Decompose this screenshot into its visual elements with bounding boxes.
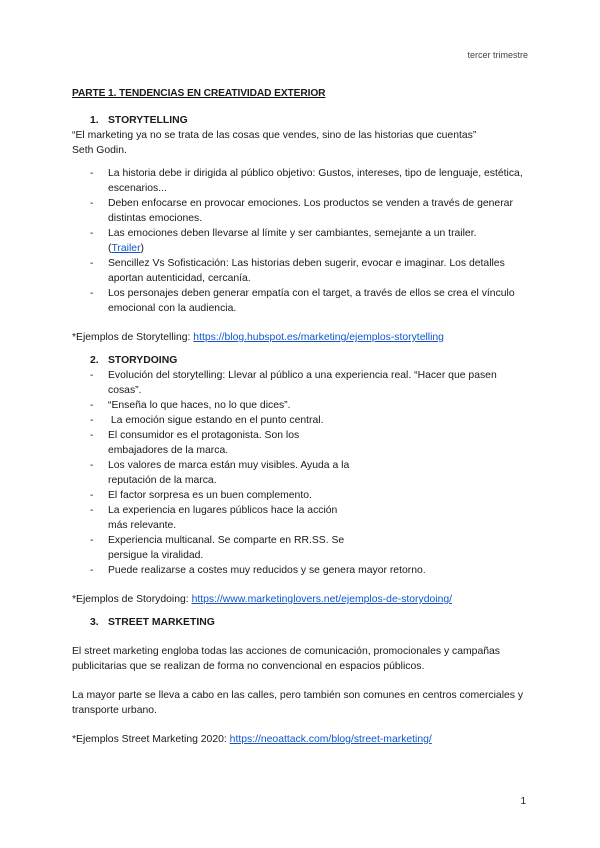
list-item: - Deben enfocarse en provocar emociones. Los productos se venden a través de generar distintas emociones.: [90, 198, 513, 224]
section-title: STORYTELLING: [108, 115, 188, 126]
street-marketing-examples: *Ejemplos Street Marketing 2020: https://neoattack.com/blog/street-marketing/: [72, 734, 432, 745]
list-item: - El factor sorpresa es un buen complemento.: [90, 490, 312, 501]
street-marketing-paragraph-2: La mayor parte se lleva a cabo en las calles, pero también son comunes en centros comerciales y transporte urbano.: [72, 690, 524, 716]
storytelling-examples-link[interactable]: https://blog.hubspot.es/marketing/ejemplos-storytelling: [193, 332, 444, 343]
section-number: 2.: [90, 355, 99, 366]
quote-author: Seth Godin.: [72, 145, 127, 156]
section-heading-street-marketing: [90, 615, 530, 630]
section-number: 1.: [90, 115, 99, 126]
list-item: - Las emociones deben llevarse al límite y ser cambiantes, semejante a un trailer. (Trailer): [90, 228, 477, 254]
list-item: - Evolución del storytelling: Llevar al público a una experiencia real. “Hacer que pasen cosas”.: [90, 370, 497, 396]
street-marketing-examples-link[interactable]: https://neoattack.com/blog/street-marketing/: [229, 734, 432, 745]
storytelling-list: [72, 166, 530, 316]
page-number: 1: [520, 796, 526, 807]
part-title: PARTE 1. TENDENCIAS EN CREATIVIDAD EXTERIOR: [72, 86, 530, 101]
list-item: - Experiencia multicanal. Se comparte en RR.SS. Se persigue la viralidad.: [90, 535, 345, 561]
list-item: - Los personajes deben generar empatía con el target, a través de ellos se crea el vínculo emocional con la audiencia.: [90, 288, 515, 314]
section-heading-storytelling: [90, 113, 530, 128]
list-item: - El consumidor es el protagonista. Son los embajadores de la marca.: [90, 430, 300, 456]
storydoing-list: [72, 368, 530, 578]
section-heading-storydoing: [90, 353, 530, 368]
storydoing-examples: *Ejemplos de Storydoing: https://www.marketinglovers.net/ejemplos-de-storydoing/: [72, 594, 453, 605]
section-title: STORYDOING: [108, 355, 178, 366]
storytelling-examples: *Ejemplos de Storytelling: https://blog.hubspot.es/marketing/ejemplos-storytelling: [72, 332, 444, 343]
list-item: - La historia debe ir dirigida al público objetivo: Gustos, intereses, tipo de lenguaje, estética, escenarios...: [90, 168, 523, 194]
document-content: [72, 86, 530, 747]
list-item: - La experiencia en lugares públicos hace la acción más relevante.: [90, 505, 338, 531]
list-item: - Los valores de marca están muy visibles. Ayuda a la reputación de la marca.: [90, 460, 350, 486]
section-title: STREET MARKETING: [108, 617, 215, 628]
list-item: - La emoción sigue estando en el punto central.: [90, 415, 324, 426]
header-text: tercer trimestre: [467, 50, 528, 60]
quote: “El marketing ya no se trata de las cosas que vendes, sino de las historias que cuentas”: [72, 130, 477, 141]
list-item: - “Enseña lo que haces, no lo que dices”.: [90, 400, 291, 411]
trailer-link[interactable]: Trailer: [111, 243, 141, 254]
street-marketing-paragraph-1: El street marketing engloba todas las acciones de comunicación, promocionales y campañas publicitarias que se realizan de forma no convencional en espacios públicos.: [72, 646, 500, 672]
storydoing-examples-link[interactable]: https://www.marketinglovers.net/ejemplos-de-storydoing/: [191, 594, 453, 605]
list-item: - Sencillez Vs Sofisticación: Las historias deben sugerir, evocar e imaginar. Los detalles aportan autenticidad, cercanía.: [90, 258, 505, 284]
section-number: 3.: [90, 617, 99, 628]
list-item: - Puede realizarse a costes muy reducidos y se genera mayor retorno.: [90, 565, 426, 576]
